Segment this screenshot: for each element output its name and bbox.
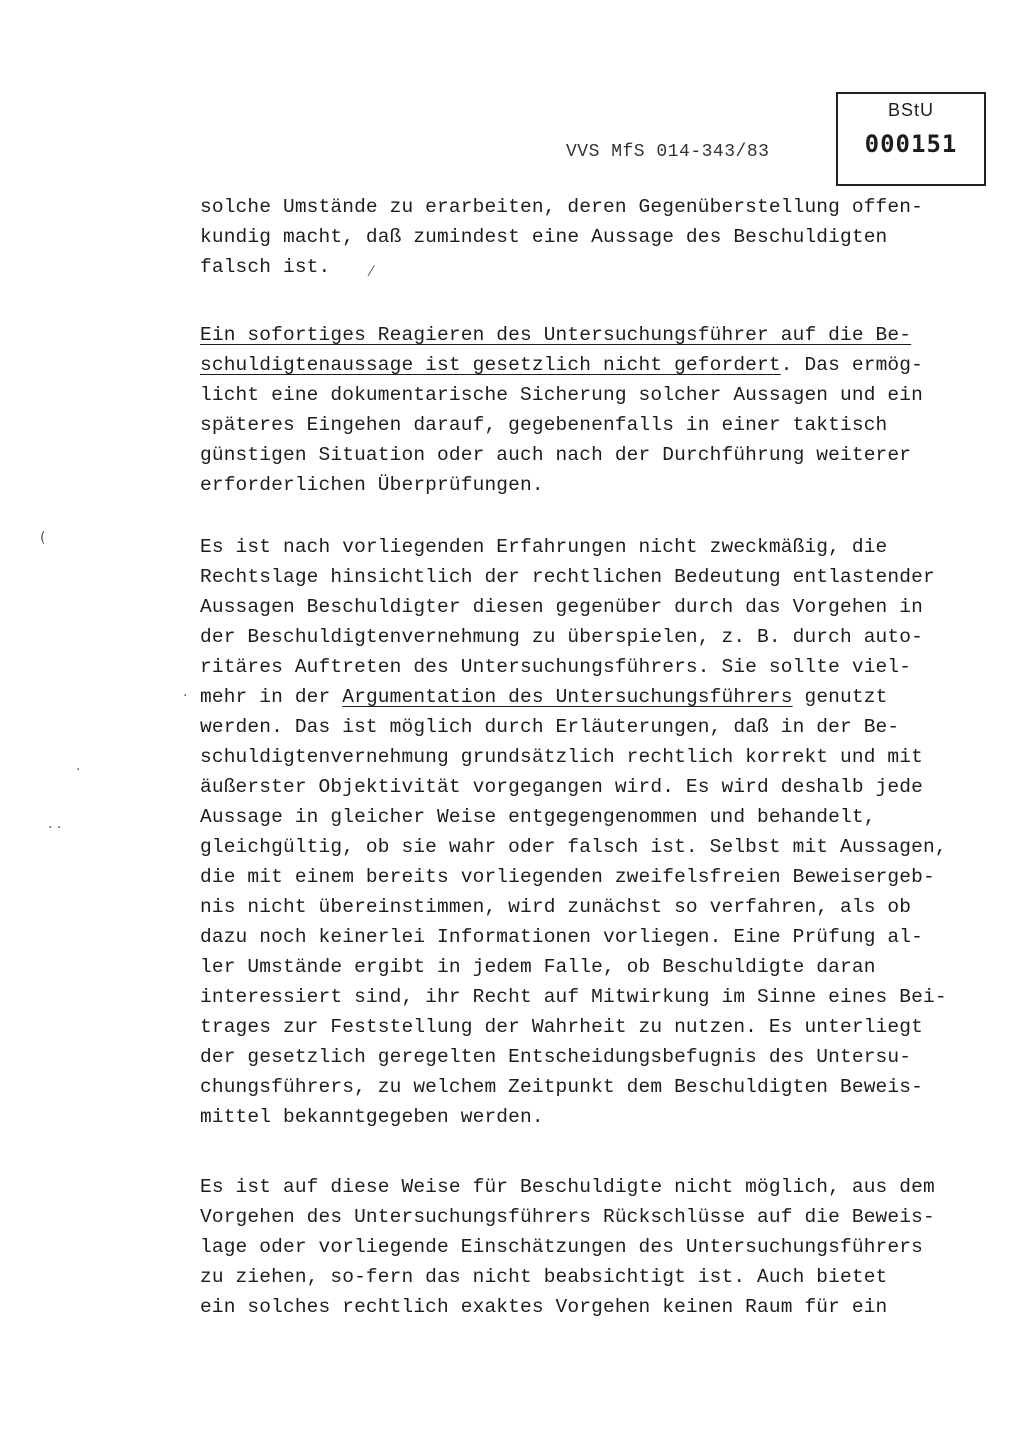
text-line: Es ist nach vorliegenden Erfahrungen nicht zweckmäßig, die [200, 536, 888, 558]
text-line: dazu noch keinerlei Informationen vorliegen. Eine Prüfung al- [200, 926, 923, 948]
margin-mark: · [183, 688, 188, 704]
text-line: schuldigtenvernehmung grundsätzlich rechtlich korrekt und mit [200, 746, 923, 768]
text-line: trages zur Feststellung der Wahrheit zu nutzen. Es unterliegt [200, 1016, 923, 1038]
paragraph-3 [200, 532, 970, 1132]
margin-mark: ⁄ [370, 264, 373, 280]
document-reference: VVS MfS 014-343/83 [566, 142, 770, 162]
stamp-page-number: 000151 [864, 130, 958, 158]
text-line: späteres Eingehen darauf, gegebenenfalls in einer taktisch [200, 414, 888, 436]
text-fragment: mehr in der [200, 686, 343, 708]
text-line: Es ist auf diese Weise für Beschuldigte nicht möglich, aus dem [200, 1176, 935, 1198]
text-line [200, 320, 970, 350]
text-line: Aussage in gleicher Weise entgegengenommen und behandelt, [200, 806, 876, 828]
text-line: falsch ist. [200, 256, 331, 278]
text-line: lage oder vorliegende Einschätzungen des Untersuchungsführers [200, 1236, 923, 1258]
text-line: Rechtslage hinsichtlich der rechtlichen Bedeutung entlastender [200, 566, 935, 588]
paragraph-1 [200, 192, 970, 282]
text-line: Vorgehen des Untersuchungsführers Rückschlüsse auf die Beweis- [200, 1206, 935, 1228]
text-line: interessiert sind, ihr Recht auf Mitwirkung im Sinne eines Bei- [200, 986, 947, 1008]
text-line [200, 682, 970, 712]
text-line: kundig macht, daß zumindest eine Aussage des Beschuldigten [200, 226, 888, 248]
margin-mark: · [76, 762, 81, 778]
margin-mark: · · [48, 820, 62, 836]
text-line: der Beschuldigtenvernehmung zu überspielen, z. B. durch auto- [200, 626, 923, 648]
text-line: gleichgültig, ob sie wahr oder falsch ist. Selbst mit Aussagen, [200, 836, 947, 858]
text-line: die mit einem bereits vorliegenden zweifelsfreien Beweisergeb- [200, 866, 935, 888]
text-line: mittel bekanntgegeben werden. [200, 1106, 544, 1128]
paragraph-4 [200, 1172, 970, 1322]
underlined-text: schuldigtenaussage ist gesetzlich nicht gefordert [200, 354, 781, 376]
text-line: ein solches rechtlich exaktes Vorgehen keinen Raum für ein [200, 1296, 888, 1318]
text-line: ritäres Auftreten des Untersuchungsführers. Sie sollte viel- [200, 656, 912, 678]
underlined-text: Argumentation des Untersuchungsführers [342, 686, 793, 708]
text-line: günstigen Situation oder auch nach der Durchführung weiterer [200, 444, 912, 466]
text-line: zu ziehen, so-fern das nicht beabsichtigt ist. Auch bietet [200, 1266, 888, 1288]
margin-mark: ( [40, 530, 46, 546]
text-line: nis nicht übereinstimmen, wird zunächst so verfahren, als ob [200, 896, 912, 918]
text-line: erforderlichen Überprüfungen. [200, 474, 544, 496]
text-line: werden. Das ist möglich durch Erläuterungen, daß in der Be- [200, 716, 900, 738]
stamp-organization: BStU [887, 100, 934, 120]
text-line: solche Umstände zu erarbeiten, deren Gegenüberstellung offen- [200, 196, 923, 218]
text-line: chungsführers, zu welchem Zeitpunkt dem Beschuldigten Beweis- [200, 1076, 923, 1098]
paragraph-2 [200, 320, 970, 500]
text-line: ler Umstände ergibt in jedem Falle, ob Beschuldigte daran [200, 956, 876, 978]
text-line: Aussagen Beschuldigter diesen gegenüber durch das Vorgehen in [200, 596, 923, 618]
text-line: licht eine dokumentarische Sicherung solcher Aussagen und ein [200, 384, 923, 406]
text-line: äußerster Objektivität vorgegangen wird. Es wird deshalb jede [200, 776, 923, 798]
underlined-text: Ein sofortiges Reagieren des Untersuchungsführer auf die Be- [200, 324, 912, 346]
archive-stamp [836, 92, 986, 186]
text-fragment: genutzt [792, 686, 888, 708]
text-line [200, 350, 970, 380]
text-line: der gesetzlich geregelten Entscheidungsbefugnis des Untersu- [200, 1046, 912, 1068]
text-fragment: . Das ermög- [780, 354, 923, 376]
